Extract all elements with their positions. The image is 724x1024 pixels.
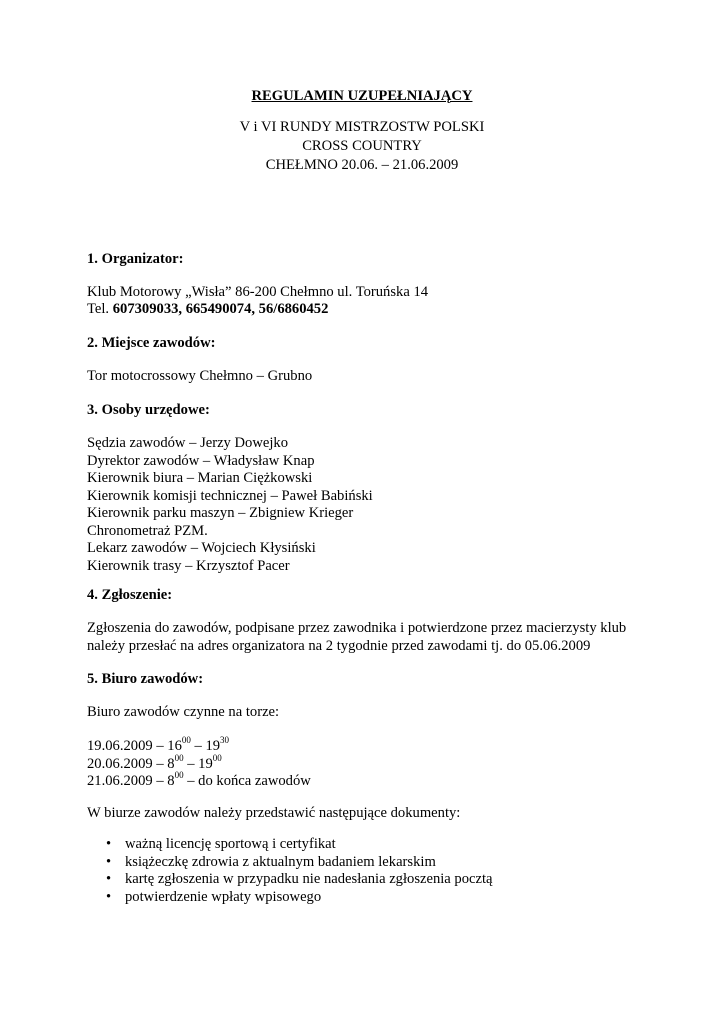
office-hours — [87, 735, 687, 791]
bullet-icon: • — [106, 871, 112, 888]
list-item: • książeczkę zdrowia z aktualnym badaniem lekarskim — [106, 853, 436, 870]
section-entry-heading: 4. Zgłoszenie: — [87, 587, 173, 603]
section-organizer-heading: 1. Organizator: — [87, 251, 184, 267]
official-item: Kierownik biura – Marian Ciężkowski — [87, 470, 313, 486]
official-item: Dyrektor zawodów – Władysław Knap — [87, 452, 315, 469]
office-hours-row: $21.06.2009 - 8^{00}$ – do końca zawodów — [87, 770, 311, 789]
office-hours-row: $20.06.2009 - 8^{00} - 19^{00}$ — [87, 752, 222, 772]
official-item: Lekarz zawodów – Wojciech Kłysiński — [87, 540, 316, 556]
phone-label: Tel. — [87, 301, 113, 317]
organizer-phone — [87, 301, 687, 319]
office-hours-row: $19.06.2009 - 16^{00} - 19^{30}$ — [87, 735, 230, 754]
subtitle-discipline: CROSS COUNTRY — [302, 138, 422, 154]
subtitle-rounds: V i VI RUNDY MISTRZOSTW POLSKI — [239, 119, 485, 135]
bullet-icon: • — [106, 888, 112, 905]
documents-intro: W biurze zawodów należy przedstawić następujące dokumenty: — [87, 805, 461, 821]
list-item: • potwierdzenie wpłaty wpisowego — [106, 888, 322, 905]
document-title: REGULAMIN UZUPEŁNIAJĄCY — [251, 88, 473, 104]
bullet-icon: • — [106, 853, 112, 870]
subtitle-place-date: CHEŁMNO 20.06. – 21.06.2009 — [265, 157, 459, 173]
entry-text-line: należy przesłać na adres organizatora na 2 tygodnie przed zawodami tj. do 05.06.2009 — [87, 637, 591, 654]
venue-text: Tor motocrossowy Chełmno – Grubno — [87, 368, 313, 384]
organizer-address: Klub Motorowy „Wisła” 86-200 Chełmno ul. Toruńska 14 — [87, 284, 429, 300]
entry-text-line: Zgłoszenia do zawodów, podpisane przez zawodnika i potwierdzone przez macierzysty klub — [87, 620, 627, 636]
official-item: Chronometraż PZM. — [87, 522, 208, 539]
official-item: Kierownik trasy – Krzysztof Pacer — [87, 557, 290, 574]
officials-list — [87, 435, 687, 575]
entry-text — [87, 620, 687, 655]
official-item: Sędzia zawodów – Jerzy Dowejko — [87, 435, 289, 451]
phone-numbers: 607309033, 665490074, 56/6860452 — [112, 301, 329, 317]
section-venue-heading: 2. Miejsce zawodów: — [87, 335, 216, 351]
section-office-heading: 5. Biuro zawodów: — [87, 671, 204, 687]
official-item: Kierownik parku maszyn – Zbigniew Krieger — [87, 505, 354, 521]
list-item: • kartę zgłoszenia w przypadku nie nadesłania zgłoszenia pocztą — [106, 871, 493, 888]
office-intro: Biuro zawodów czynne na torze: — [87, 704, 280, 720]
documents-list — [87, 836, 493, 906]
section-officials-heading: 3. Osoby urzędowe: — [87, 402, 210, 418]
official-item: Kierownik komisji technicznej – Paweł Babiński — [87, 487, 373, 504]
bullet-icon: • — [106, 836, 112, 852]
list-item: • ważną licencję sportową i certyfikat — [106, 836, 336, 852]
